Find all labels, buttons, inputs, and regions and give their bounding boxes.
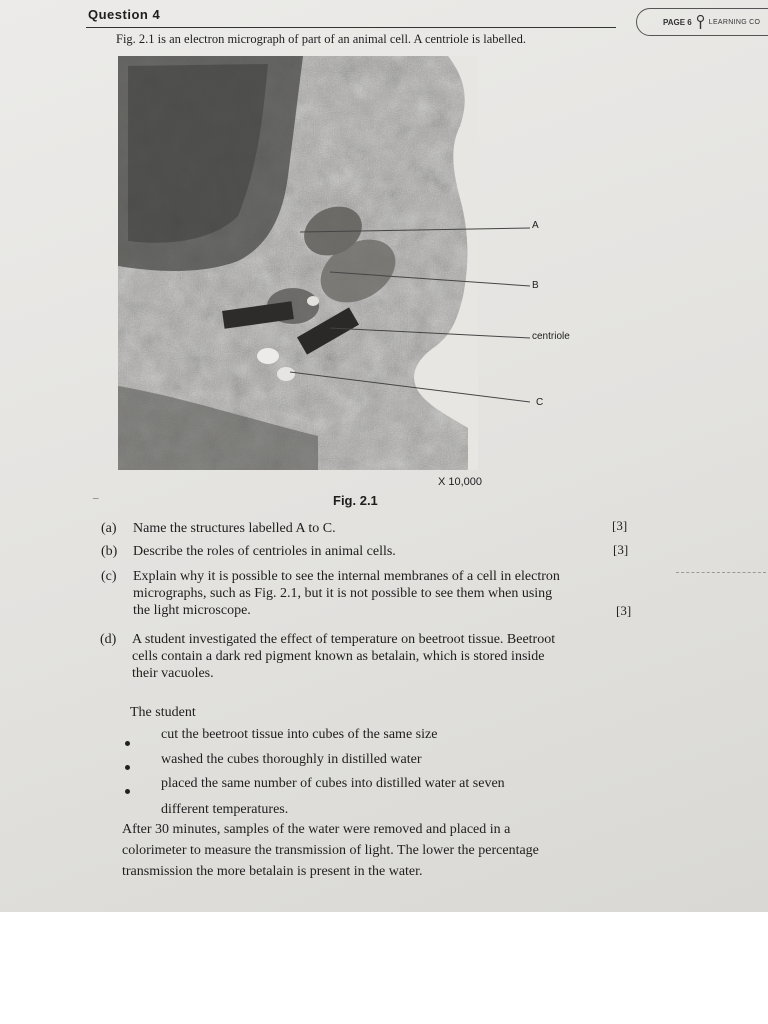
question-c-line3: the light microscope. [133,603,251,618]
bullet-dot [125,741,130,746]
page-label: PAGE 6 [663,17,692,27]
bullet-dot [125,765,130,770]
figure-caption: Fig. 2.1 [333,493,378,508]
question-c-line2: micrographs, such as Fig. 2.1, but it is not possible to see them when using [133,586,553,601]
question-c-marks: [3] [616,603,632,618]
after-line-1: After 30 minutes, samples of the water were removed and placed in a [122,822,511,837]
label-c: C [536,397,544,408]
label-b: B [532,280,539,291]
question-c-line1: Explain why it is possible to see the internal membranes of a cell in electron [133,569,560,584]
question-d-line3: their vacuoles. [132,666,214,681]
bullet-item-3: placed the same number of cubes into distilled water at seven [161,776,505,791]
figure-intro: Fig. 2.1 is an electron micrograph of part of an animal cell. A centriole is labelled. [116,32,526,46]
bullet-item-3-cont: different temperatures. [161,802,289,817]
student-intro: The student [130,705,196,720]
question-d-line1: A student investigated the effect of temperature on beetroot tissue. Beetroot [132,632,556,647]
margin-dashes [676,572,766,573]
question-a-letter: (a) [101,521,117,536]
bullet-item-2: washed the cubes thoroughly in distilled water [161,752,422,767]
question-d-line2: cells contain a dark red pigment known as betalain, which is stored inside [132,649,545,664]
magnification: X 10,000 [438,476,483,488]
question-d-letter: (d) [100,632,117,647]
label-a: A [532,220,539,231]
label-centriole: centriole [532,331,570,342]
question-b-text: Describe the roles of centrioles in animal cells. [133,544,396,559]
question-a-marks: [3] [612,518,628,533]
question-b-marks: [3] [613,542,629,557]
bullet-dot [125,789,130,794]
margin-dash: – [93,492,99,504]
bullet-item-1: cut the beetroot tissue into cubes of the same size [161,727,438,742]
question-heading: Question 4 [88,7,161,22]
question-c-letter: (c) [101,569,117,584]
after-line-3: transmission the more betalain is present in the water. [122,864,423,879]
question-b-letter: (b) [101,544,118,559]
after-line-2: colorimeter to measure the transmission of light. The lower the percentage [122,843,539,858]
question-a-text: Name the structures labelled A to C. [133,521,336,536]
brand-name: LEARNING CO [708,18,761,26]
